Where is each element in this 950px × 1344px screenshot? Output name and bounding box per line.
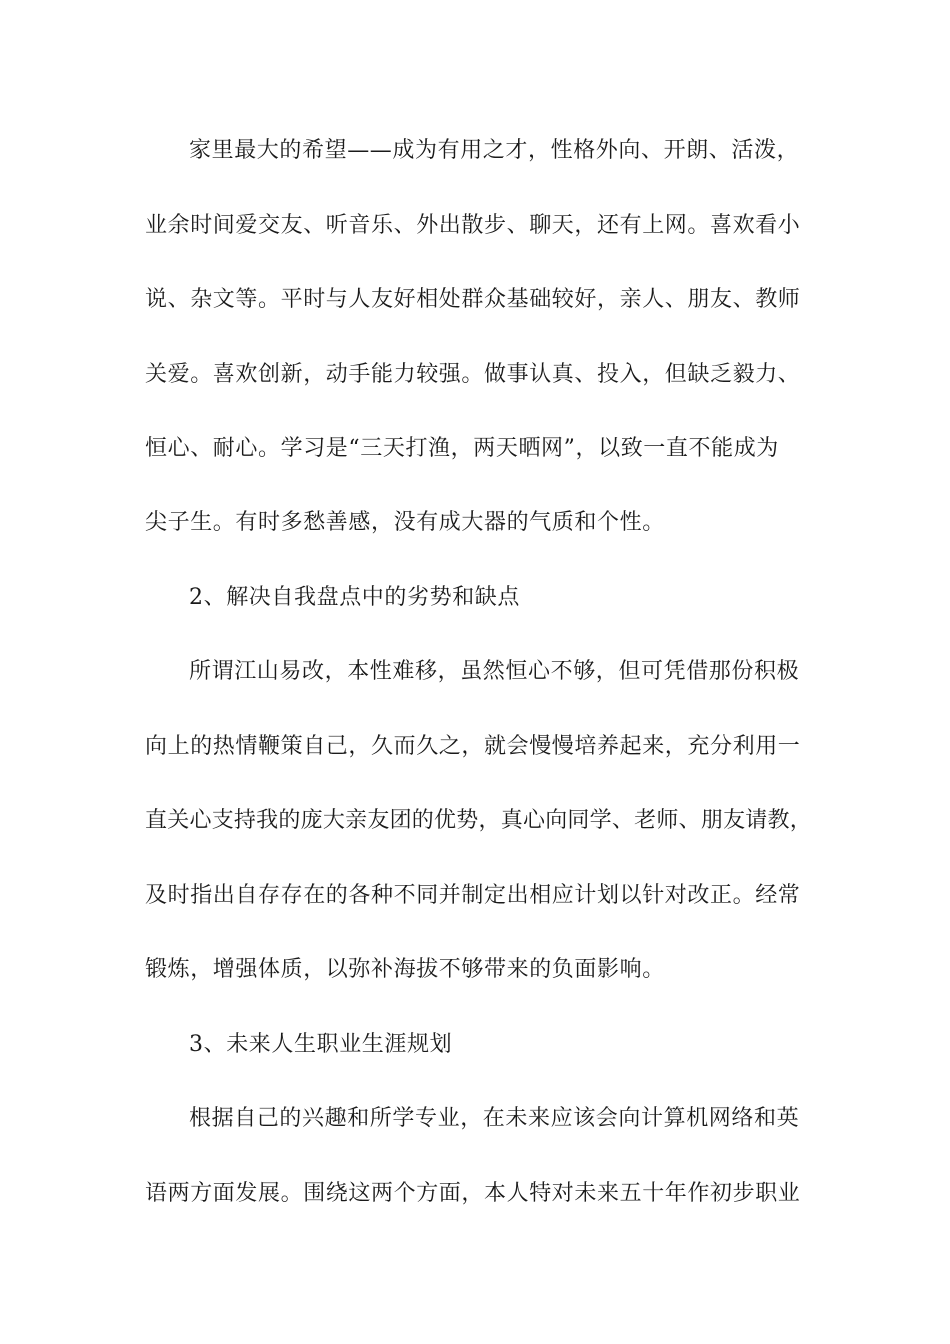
paragraph-line: 根据自己的兴趣和所学专业，在未来应该会向计算机网络和英 [189,1106,800,1131]
paragraph-line: 说、杂文等。平时与人友好相处群众基础较好，亲人、朋友、教师 [145,287,801,312]
paragraph-line: 及时指出自存存在的各种不同并制定出相应计划以针对改正。经常 [145,883,801,908]
paragraph-line: 业余时间爱交友、听音乐、外出散步、聊天，还有上网。喜欢看小 [145,213,801,238]
paragraph-line: 语两方面发展。围绕这两个方面，本人特对未来五十年作初步职业 [145,1181,801,1206]
paragraph-line: 向上的热情鞭策自己，久而久之，就会慢慢培养起来，充分利用一 [145,734,801,759]
paragraph-line: 尖子生。有时多愁善感，没有成大器的气质和个性。 [145,510,665,535]
paragraph-line: 所谓江山易改，本性难移，虽然恒心不够，但可凭借那份积极 [189,659,800,684]
paragraph-line: 直关心支持我的庞大亲友团的优势，真心向同学、老师、朋友请教， [145,808,813,833]
paragraph-line: 关爱。喜欢创新，动手能力较强。做事认真、投入，但缺乏毅力、 [145,362,801,387]
paragraph-line: 家里最大的希望——成为有用之才，性格外向、开朗、活泼， [189,138,800,163]
paragraph-line: 恒心、耐心。学习是“三天打渔，两天晒网”，以致一直不能成为 [145,436,779,461]
paragraph-line: 锻炼，增强体质，以弥补海拔不够带来的负面影响。 [145,957,665,982]
section-heading: 2、解决自我盘点中的劣势和缺点 [189,585,520,610]
section-heading: 3、未来人生职业生涯规划 [189,1032,453,1057]
